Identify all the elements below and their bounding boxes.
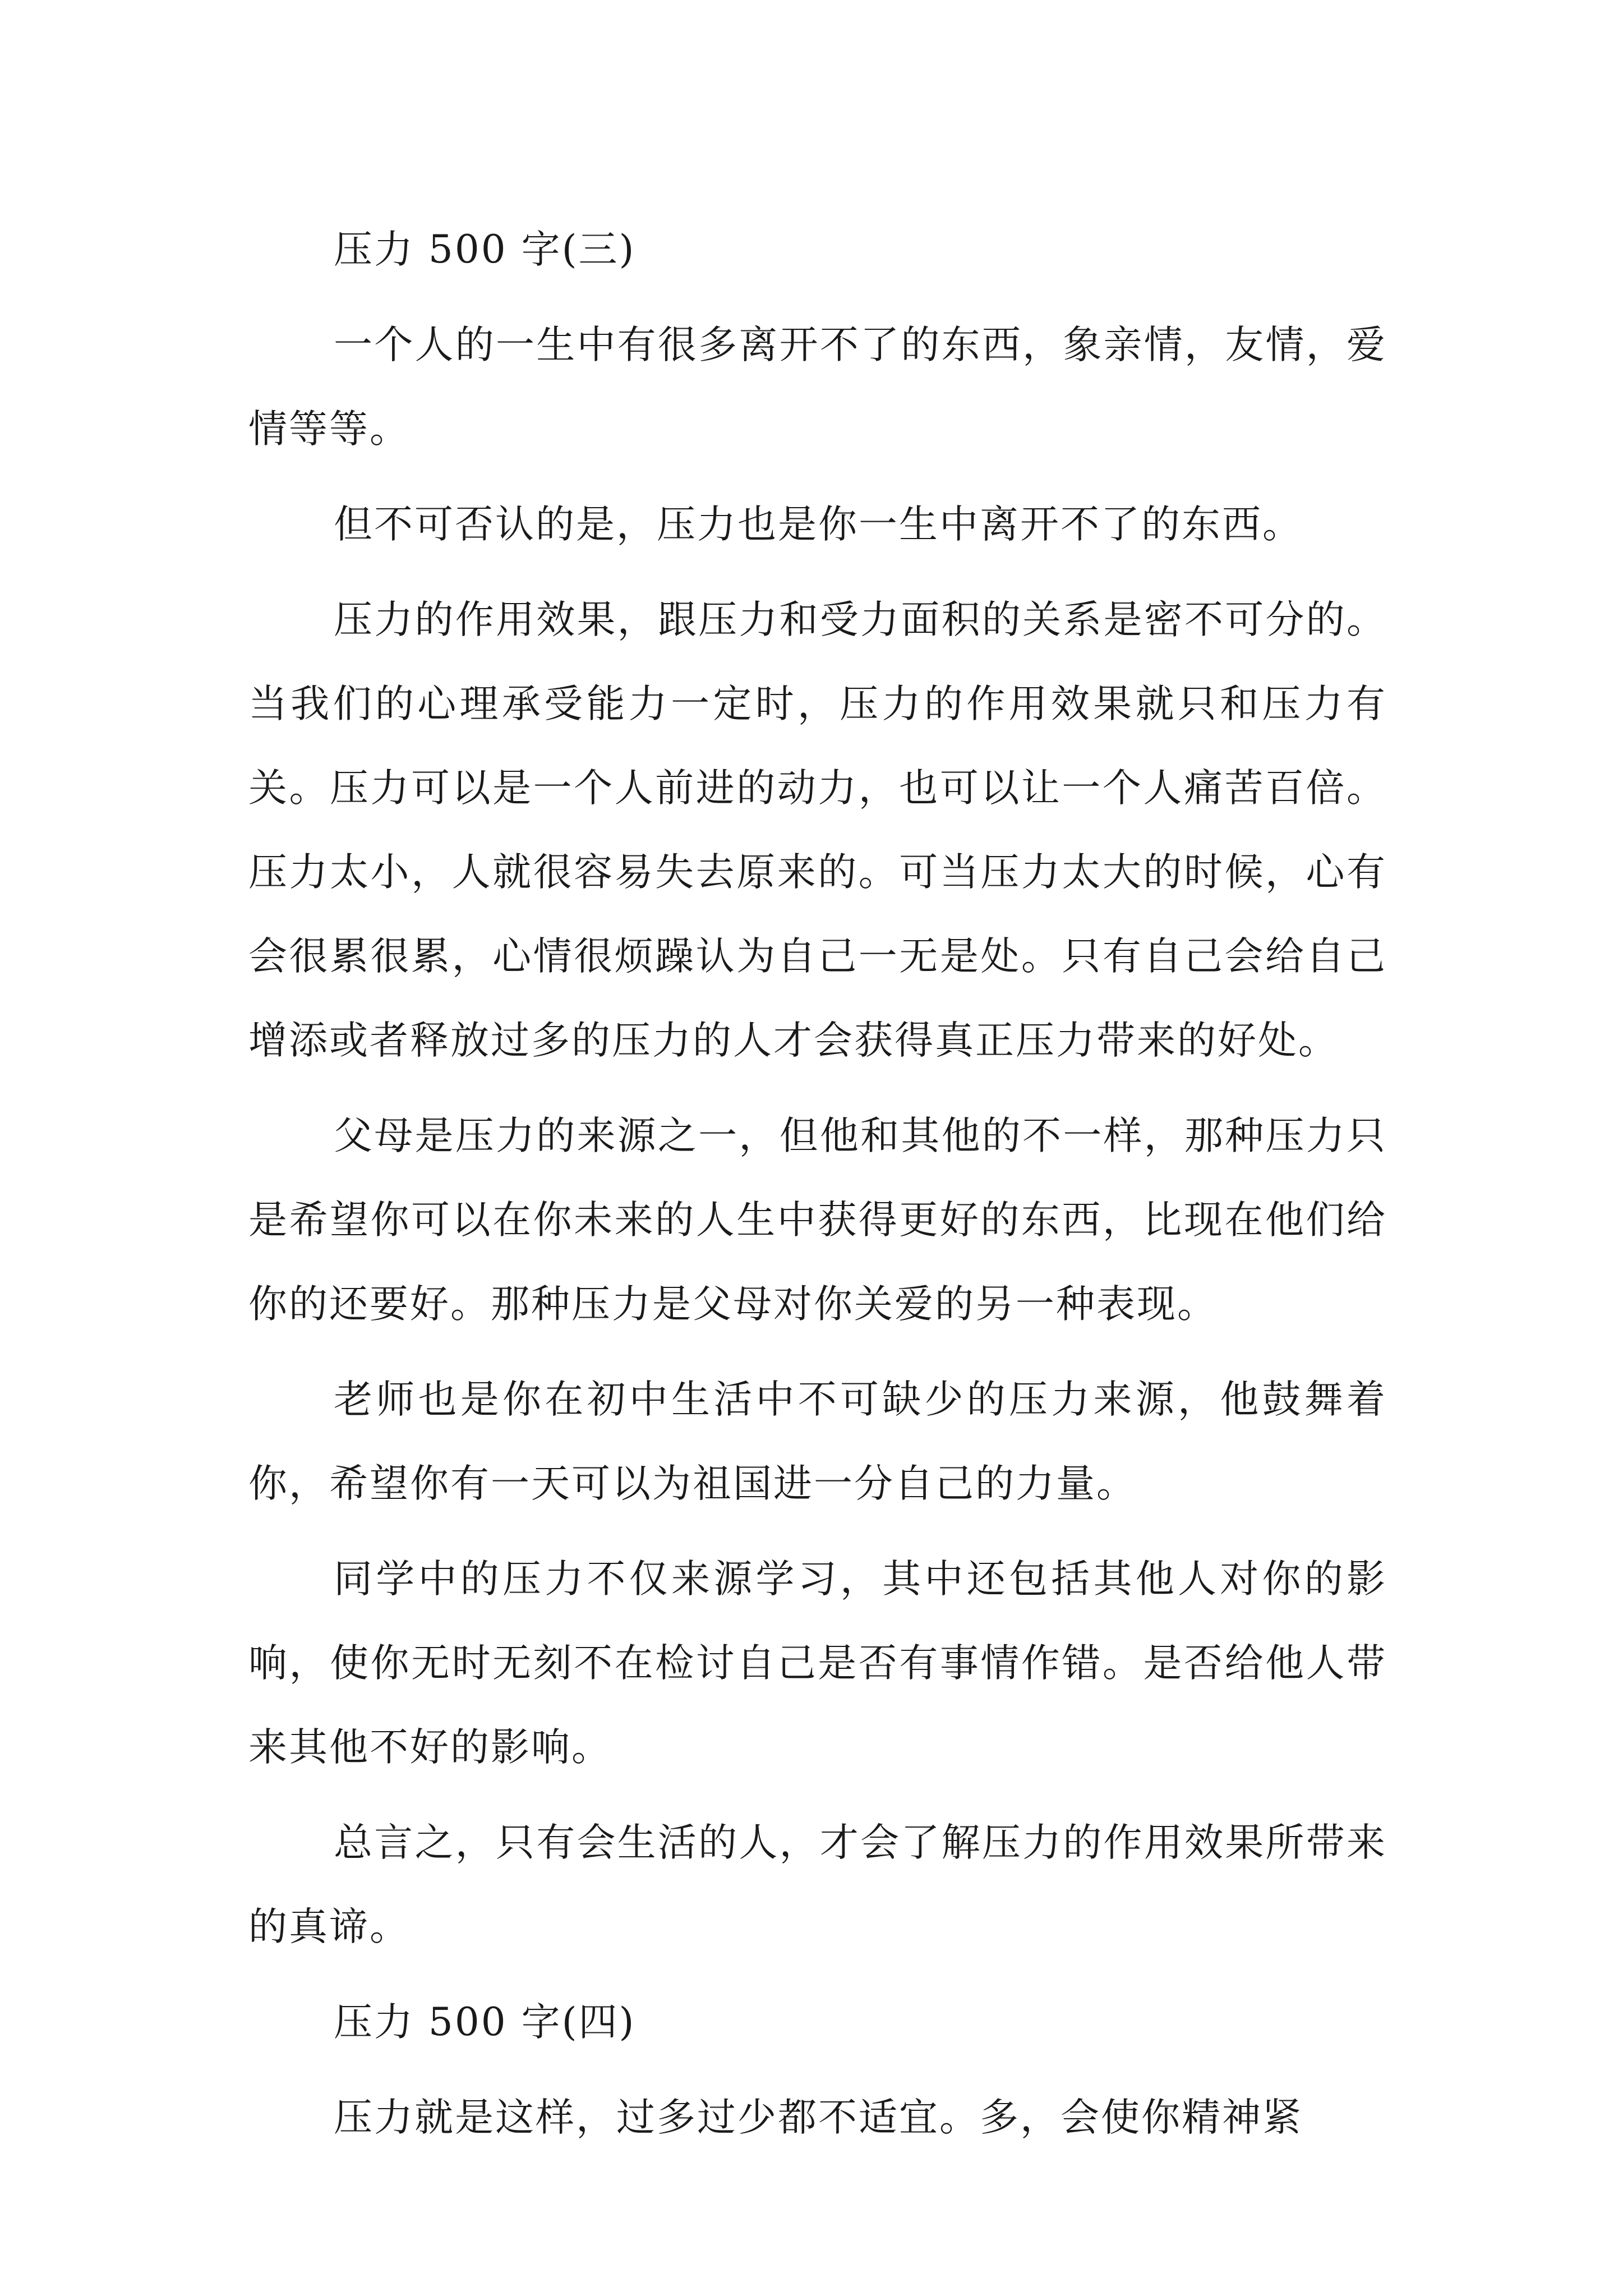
paragraph-4: 父母是压力的来源之一，但他和其他的不一样，那种压力只是希望你可以在你未来的人生中获得更好的东西，比现在他们给你的还要好。那种压力是父母对你关爱的另一种表现。	[248, 1114, 1387, 1327]
paragraph-1: 一个人的一生中有很多离开不了的东西，象亲情，友情，爱情等等。	[248, 323, 1387, 452]
paragraph-5: 老师也是你在初中生活中不可缺少的压力来源，他鼓舞着你，希望你有一天可以为祖国进一分自己的力量。	[248, 1377, 1387, 1506]
section-heading-3: 压力 500 字(三)	[334, 227, 636, 272]
paragraph-7: 总言之，只有会生活的人，才会了解压力的作用效果所带来的真谛。	[248, 1820, 1387, 1949]
paragraph-2: 但不可否认的是，压力也是你一生中离开不了的东西。	[334, 502, 1303, 547]
paragraph-6: 同学中的压力不仅来源学习，其中还包括其他人对你的影响，使你无时无刻不在检讨自己是否有事情作错。是否给他人带来其他不好的影响。	[248, 1557, 1387, 1770]
document-body	[248, 208, 1387, 2171]
paragraph-8: 压力就是这样，过多过少都不适宜。多，会使你精神紧	[334, 2095, 1303, 2140]
paragraph-3: 压力的作用效果，跟压力和受力面积的关系是密不可分的。当我们的心理承受能力一定时，压力的作用效果就只和压力有关。压力可以是一个人前进的动力，也可以让一个人痛苦百倍。压力太小，人就很容易失去原来的。可当压力太大的时候，心有会很累很累，心情很烦躁认为自己一无是处。只有自己会给自己增添或者释放过多的压力的人才会获得真正压力带来的好处。	[248, 597, 1387, 1063]
section-heading-4: 压力 500 字(四)	[334, 2000, 636, 2045]
